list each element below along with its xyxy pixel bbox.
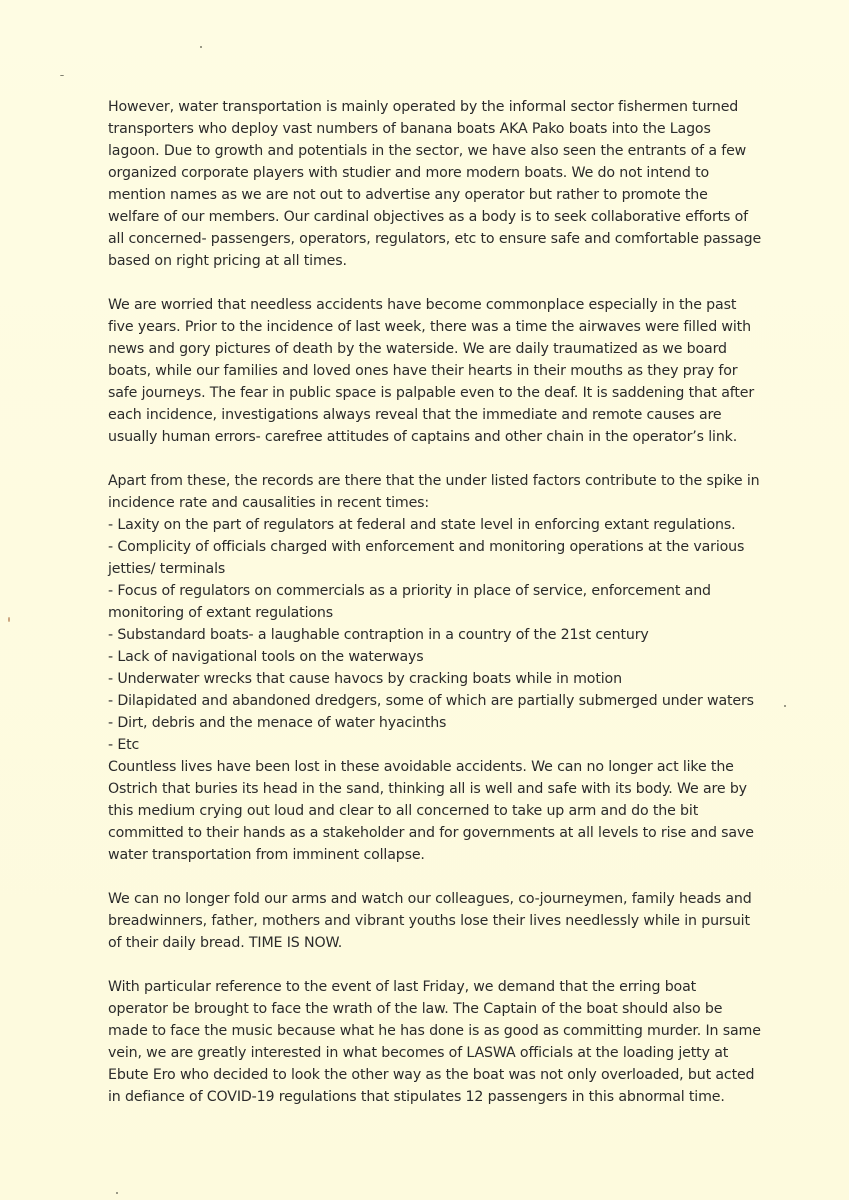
text-line: monitoring of extant regulations <box>108 605 333 621</box>
text-line: mention names as we are not out to advertise any operator but rather to promote the <box>108 187 708 203</box>
paragraph <box>108 888 778 954</box>
paragraph <box>108 470 778 866</box>
scan-speck <box>116 1192 118 1194</box>
scan-speck <box>60 75 64 76</box>
text-line: each incidence, investigations always reveal that the immediate and remote causes are <box>108 407 722 423</box>
text-line: - Dilapidated and abandoned dredgers, some of which are partially submerged under waters <box>108 693 754 709</box>
text-line: Ebute Ero who decided to look the other way as the boat was not only overloaded, but acted <box>108 1067 755 1083</box>
document-body <box>108 96 778 1108</box>
text-line: news and gory pictures of death by the waterside. We are daily traumatized as we board <box>108 341 727 357</box>
paragraph <box>108 976 778 1108</box>
text-line: transporters who deploy vast numbers of banana boats AKA Pako boats into the Lagos <box>108 121 711 137</box>
text-line: vein, we are greatly interested in what becomes of LASWA officials at the loading jetty at <box>108 1045 729 1061</box>
text-line: We can no longer fold our arms and watch our colleagues, co-journeymen, family heads and <box>108 891 752 907</box>
scan-speck <box>784 705 786 707</box>
text-line: based on right pricing at all times. <box>108 253 347 269</box>
text-line: committed to their hands as a stakeholder and for governments at all levels to rise and save <box>108 825 754 841</box>
text-line: jetties/ terminals <box>108 561 226 577</box>
text-line: water transportation from imminent collapse. <box>108 847 425 863</box>
text-line: safe journeys. The fear in public space is palpable even to the deaf. It is saddening that after <box>108 385 755 401</box>
text-line: breadwinners, father, mothers and vibrant youths lose their lives needlessly while in pursuit <box>108 913 750 929</box>
paragraph <box>108 96 778 272</box>
paragraph <box>108 294 778 448</box>
text-line: incidence rate and causalities in recent times: <box>108 495 430 511</box>
text-line: - Underwater wrecks that cause havocs by cracking boats while in motion <box>108 671 622 687</box>
text-line: Countless lives have been lost in these avoidable accidents. We can no longer act like the <box>108 759 734 775</box>
scan-speck <box>8 617 10 622</box>
text-line: We are worried that needless accidents have become commonplace especially in the past <box>108 297 737 313</box>
text-line: lagoon. Due to growth and potentials in the sector, we have also seen the entrants of a few <box>108 143 747 159</box>
scan-speck <box>200 46 202 48</box>
text-line: operator be brought to face the wrath of the law. The Captain of the boat should also be <box>108 1001 723 1017</box>
text-line: this medium crying out loud and clear to all concerned to take up arm and do the bit <box>108 803 699 819</box>
text-line: However, water transportation is mainly operated by the informal sector fishermen turned <box>108 99 739 115</box>
text-line: made to face the music because what he has done is as good as committing murder. In same <box>108 1023 761 1039</box>
text-line: five years. Prior to the incidence of last week, there was a time the airwaves were filled with <box>108 319 751 335</box>
text-line: in defiance of COVID-19 regulations that stipulates 12 passengers in this abnormal time. <box>108 1089 725 1105</box>
text-line: - Complicity of officials charged with enforcement and monitoring operations at the various <box>108 539 745 555</box>
text-line: Ostrich that buries its head in the sand, thinking all is well and safe with its body. We are by <box>108 781 747 797</box>
text-line: - Lack of navigational tools on the waterways <box>108 649 424 665</box>
text-line: - Etc <box>108 737 140 753</box>
text-line: of their daily bread. TIME IS NOW. <box>108 935 343 951</box>
text-line: all concerned- passengers, operators, regulators, etc to ensure safe and comfortable passage <box>108 231 762 247</box>
text-line: organized corporate players with studier and more modern boats. We do not intend to <box>108 165 710 181</box>
text-line: With particular reference to the event of last Friday, we demand that the erring boat <box>108 979 697 995</box>
text-line: - Focus of regulators on commercials as a priority in place of service, enforcement and <box>108 583 711 599</box>
text-line: - Dirt, debris and the menace of water hyacinths <box>108 715 447 731</box>
text-line: usually human errors- carefree attitudes of captains and other chain in the operator’s link. <box>108 429 738 445</box>
text-line: - Laxity on the part of regulators at federal and state level in enforcing extant regulations. <box>108 517 736 533</box>
text-line: Apart from these, the records are there that the under listed factors contribute to the spike in <box>108 473 760 489</box>
text-line: - Substandard boats- a laughable contraption in a country of the 21st century <box>108 627 649 643</box>
text-line: boats, while our families and loved ones have their hearts in their mouths as they pray for <box>108 363 738 379</box>
text-line: welfare of our members. Our cardinal objectives as a body is to seek collaborative efforts of <box>108 209 749 225</box>
